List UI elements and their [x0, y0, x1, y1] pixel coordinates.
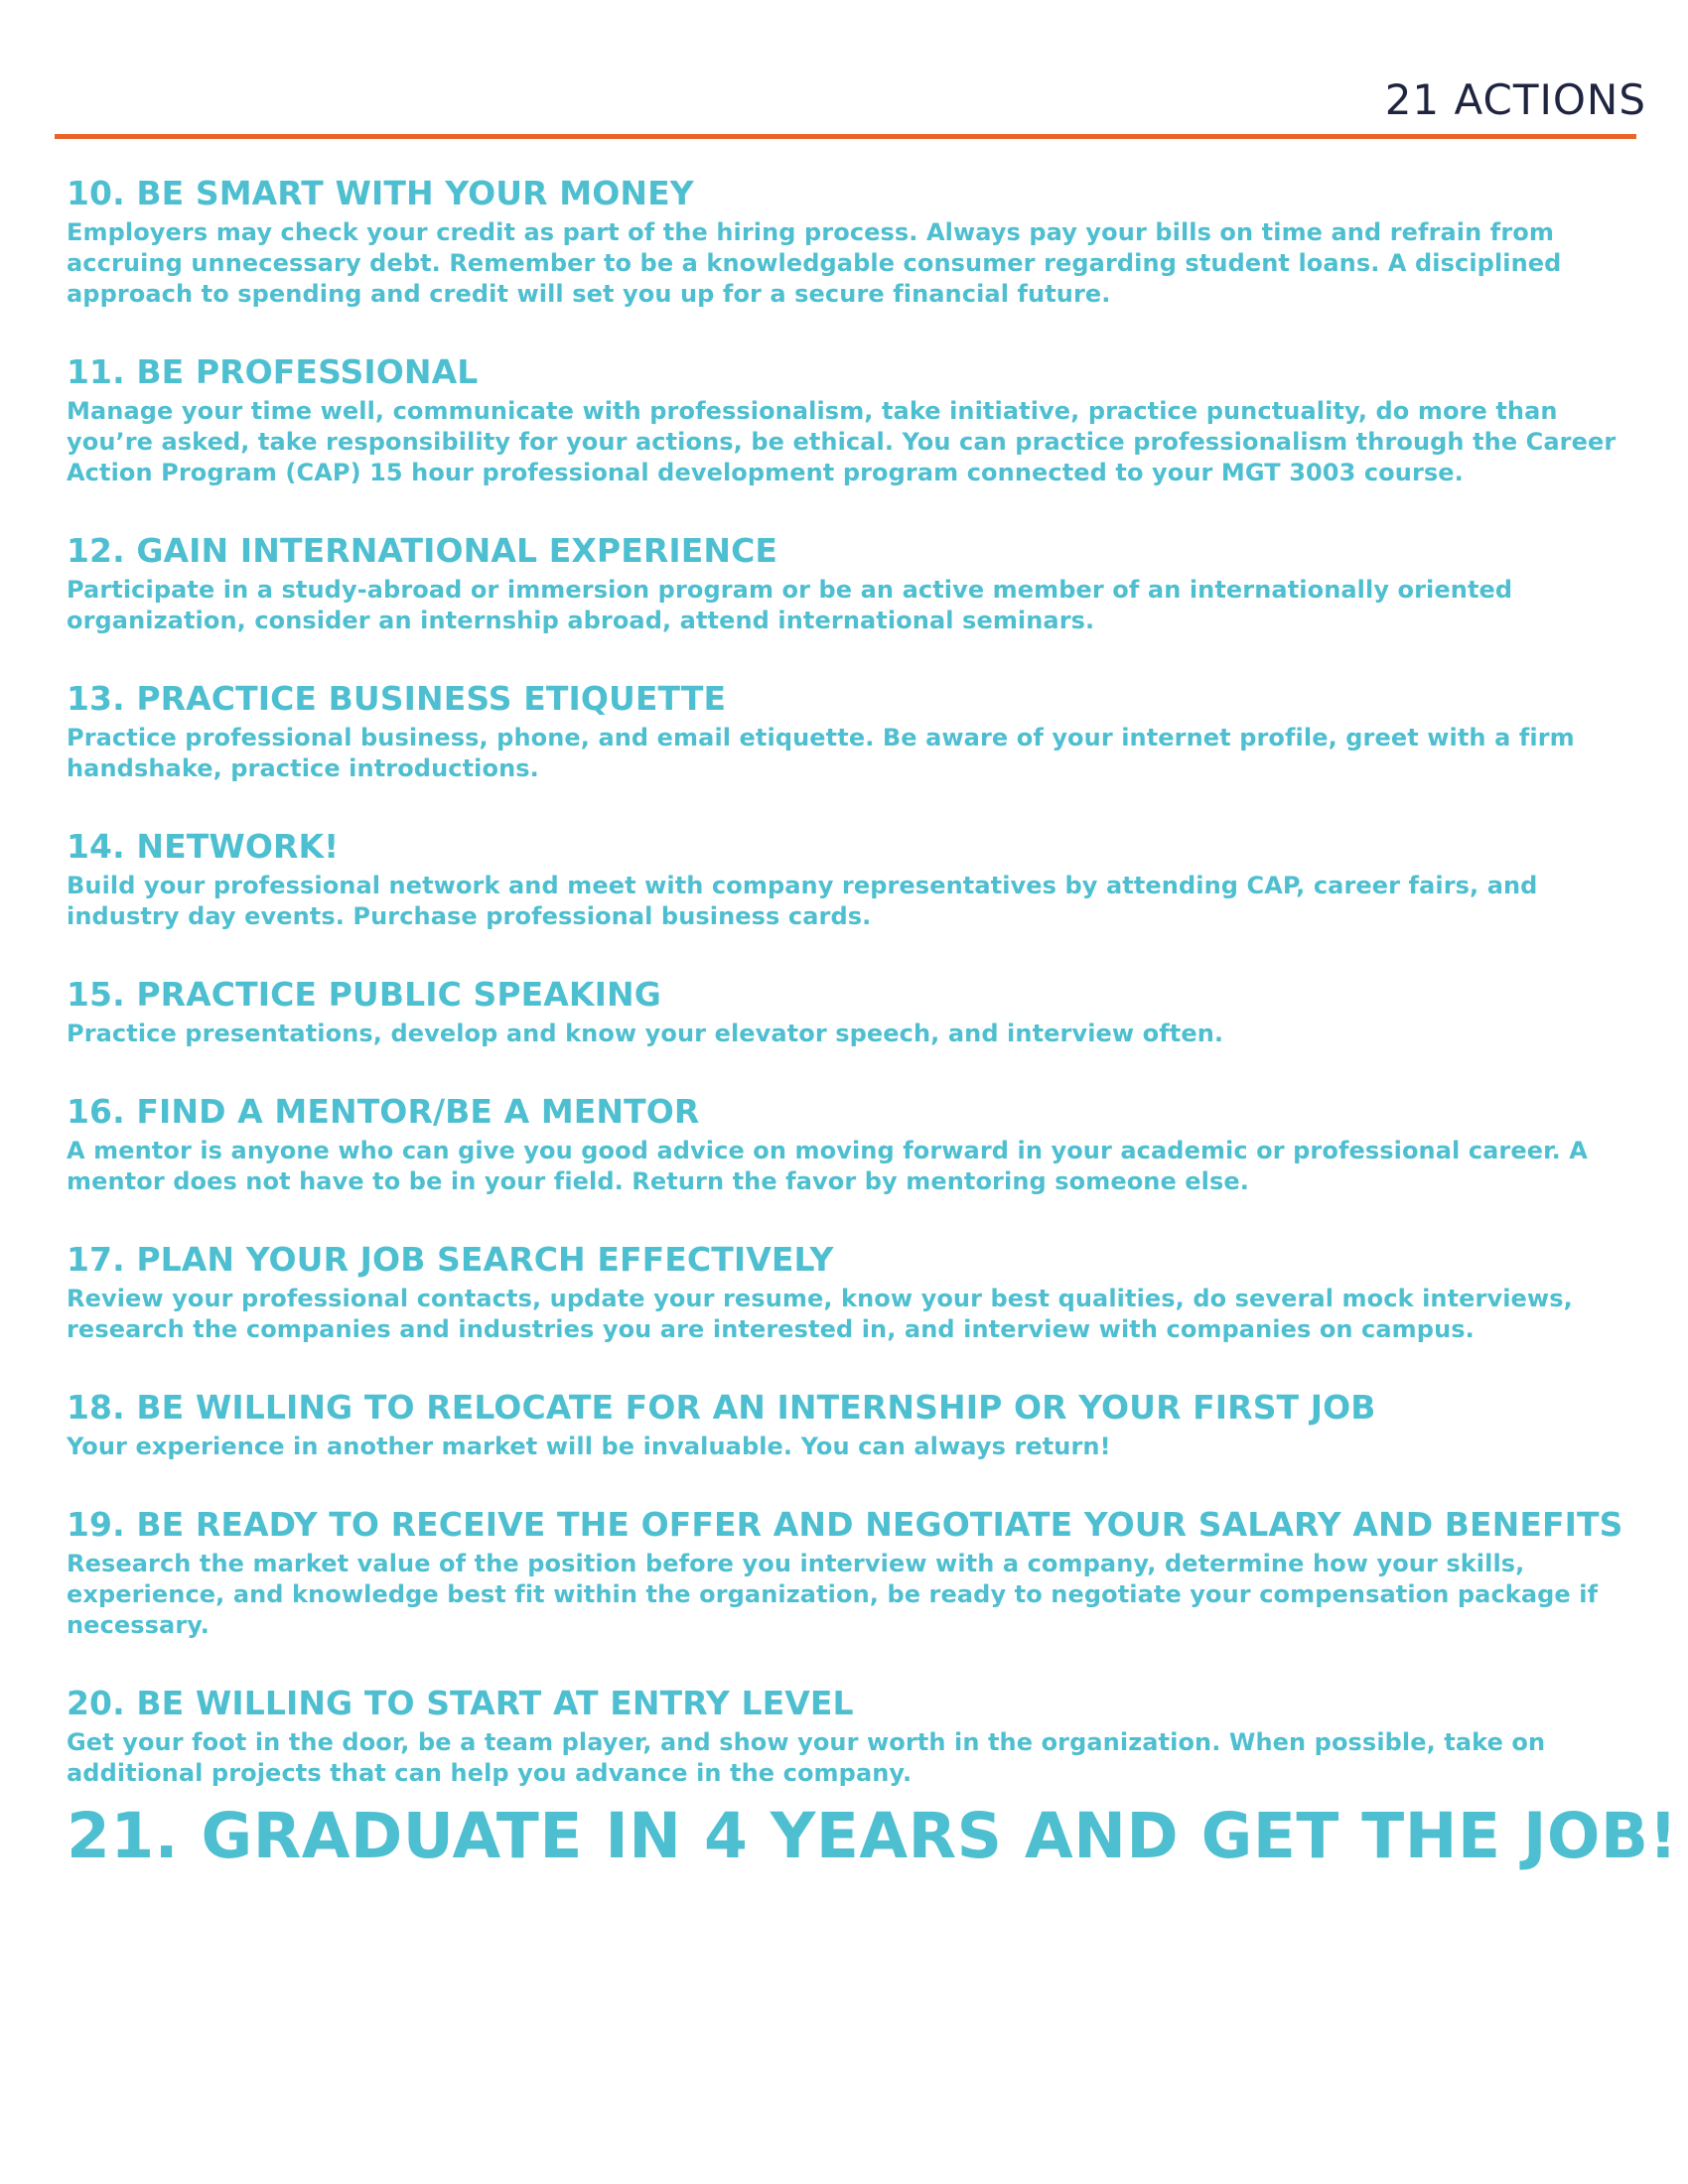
action-item	[67, 1240, 1645, 1345]
action-description: Employers may check your credit as part of the hiring process. Always pay your bills on time and refrain from accruing unnecessary debt. Remember to be a knowledgable consumer regarding student loans. A disciplined approach to spending and credit will set you up for a secure financial future.	[67, 218, 1562, 308]
header-divider	[55, 134, 1636, 139]
action-item	[67, 174, 1645, 310]
action-item	[67, 1092, 1645, 1197]
action-title: 14. NETWORK!	[67, 827, 340, 866]
page-header-title: 21 ACTIONS	[1384, 75, 1646, 124]
action-description: Research the market value of the position before you interview with a company, determine how your skills, experience, and knowledge best fit within the organization, be ready to negotiate your compensation package if necessary.	[67, 1550, 1599, 1639]
action-description: Participate in a study-abroad or immersion program or be an active member of an internationally oriented organization, consider an internship abroad, attend international seminars.	[67, 576, 1513, 634]
action-description: Practice presentations, develop and know your elevator speech, and interview often.	[67, 1020, 1224, 1047]
action-item	[67, 679, 1645, 784]
action-description: Get your foot in the door, be a team player, and show your worth in the organization. When possible, take on additional projects that can help you advance in the company.	[67, 1728, 1546, 1787]
action-description: A mentor is anyone who can give you good advice on moving forward in your academic or professional career. A mentor does not have to be in your field. Return the favor by mentoring someone else.	[67, 1137, 1588, 1195]
action-item	[67, 975, 1645, 1049]
action-title: 15. PRACTICE PUBLIC SPEAKING	[67, 975, 661, 1014]
action-description: Build your professional network and meet with company representatives by attending CAP, career fairs, and industry day events. Purchase professional business cards.	[67, 872, 1538, 930]
action-title: 11. BE PROFESSIONAL	[67, 352, 479, 391]
action-title: 17. PLAN YOUR JOB SEARCH EFFECTIVELY	[67, 1240, 834, 1279]
action-description: Practice professional business, phone, and email etiquette. Be aware of your internet profile, greet with a firm handshake, practice introductions.	[67, 724, 1575, 782]
action-title: 16. FIND A MENTOR/BE A MENTOR	[67, 1092, 700, 1131]
action-title: 10. BE SMART WITH YOUR MONEY	[67, 174, 694, 212]
action-title: 19. BE READY TO RECEIVE THE OFFER AND NEGOTIATE YOUR SALARY AND BENEFITS	[67, 1505, 1623, 1544]
action-item	[67, 1505, 1645, 1641]
action-item	[67, 1388, 1645, 1462]
action-title: 20. BE WILLING TO START AT ENTRY LEVEL	[67, 1684, 854, 1722]
action-item	[67, 1684, 1645, 1789]
action-item	[67, 352, 1645, 488]
action-description: Review your professional contacts, update your resume, know your best qualities, do several mock interviews, research the companies and industries you are interested in, and interview with companies on campus.	[67, 1285, 1573, 1343]
action-description: Your experience in another market will be invaluable. You can always return!	[67, 1433, 1111, 1460]
action-item	[67, 827, 1645, 932]
action-title: 12. GAIN INTERNATIONAL EXPERIENCE	[67, 531, 778, 570]
action-title: 13. PRACTICE BUSINESS ETIQUETTE	[67, 679, 727, 718]
final-action-headline: 21. GRADUATE IN 4 YEARS AND GET THE JOB!	[67, 1800, 1678, 1872]
actions-list	[67, 174, 1645, 1835]
action-description: Manage your time well, communicate with professionalism, take initiative, practice punctuality, do more than you’re asked, take responsibility for your actions, be ethical. You can practice professionalism through the Career Action Program (CAP) 15 hour professional development program connected to your MGT 3003 course.	[67, 397, 1617, 486]
action-title: 18. BE WILLING TO RELOCATE FOR AN INTERNSHIP OR YOUR FIRST JOB	[67, 1388, 1376, 1427]
action-item	[67, 531, 1645, 636]
